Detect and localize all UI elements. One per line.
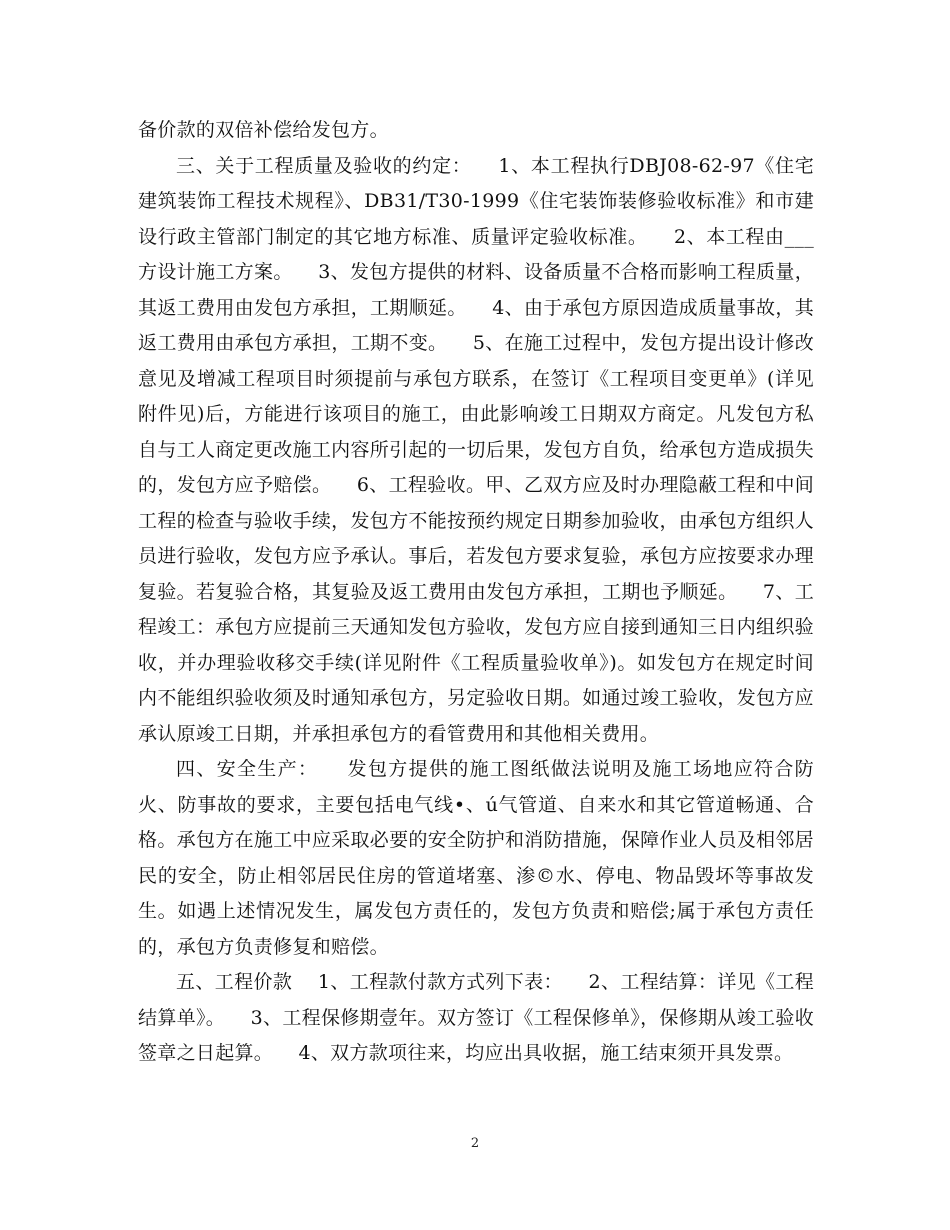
paragraph-safety-production: 四、安全生产： 发包方提供的施工图纸做法说明及施工场地应符合防火、防事故的要求，主要包括电气线•、ú气管道、自来水和其它管道畅通、合格。承包方在施工中应采取必要的安全防护和消防措施，保障作业人员及相邻居民的安全，防止相邻居民住房的管道堵塞、渗©水、停电、物品毁坏等事故发生。如遇上述情况发生，属发包方责任的，发包方负责和赔偿;属于承包方责任的，承包方负责修复和赔偿。 — [138, 758, 814, 958]
page-number: 2 — [470, 1136, 480, 1151]
paragraph-continuation: 备价款的双倍补偿给发包方。 — [138, 119, 389, 141]
document-body — [138, 113, 814, 1072]
paragraph-project-price: 五、工程价款 1、工程款付款方式列下表： 2、工程结算：详见《工程结算单》。 3、工程保修期壹年。双方签订《工程保修单》，保修期从竣工验收签章之日起算。 4、双方款项往来，均应出具收据，施工结束须开具发票。 — [138, 971, 814, 1064]
paragraph-quality-acceptance: 三、关于工程质量及验收的约定： 1、本工程执行DBJ08-62-97《住宅建筑装饰工程技术规程》、DB31/T30-1999《住宅装饰装修验收标准》和市建设行政主管部门制定的其它地方标准、质量评定验收标准。 2、本工程由___方设计施工方案。 3、发包方提供的材料、设备质量不合格而影响工程质量，其返工费用由发包方承担，工期顺延。 4、由于承包方原因造成质量事故，其返工费用由承包方承担，工期不变。 5、在施工过程中，发包方提出设计修改意见及增减工程项目时须提前与承包方联系，在签订《工程项目变更单》(详见附件见)后，方能进行该项目的施工，由此影响竣工日期双方商定。凡发包方私自与工人商定更改施工内容所引起的一切后果，发包方自负，给承包方造成损失的，发包方应予赔偿。 6、工程验收。甲、乙双方应及时办理隐蔽工程和中间工程的检查与验收手续，发包方不能按预约规定日期参加验收，由承包方组织人员进行验收，发包方应予承认。事后，若发包方要求复验，承包方应按要求办理复验。若复验合格，其复验及返工费用由发包方承担，工期也予顺延。 7、工程竣工：承包方应提前三天通知发包方验收，发包方应自接到通知三日内组织验收，并办理验收移交手续(详见附件《工程质量验收单》)。如发包方在规定时间内不能组织验收须及时通知承包方，另定验收日期。如通过竣工验收，发包方应承认原竣工日期，并承担承包方的看管费用和其他相关费用。 — [138, 154, 814, 745]
